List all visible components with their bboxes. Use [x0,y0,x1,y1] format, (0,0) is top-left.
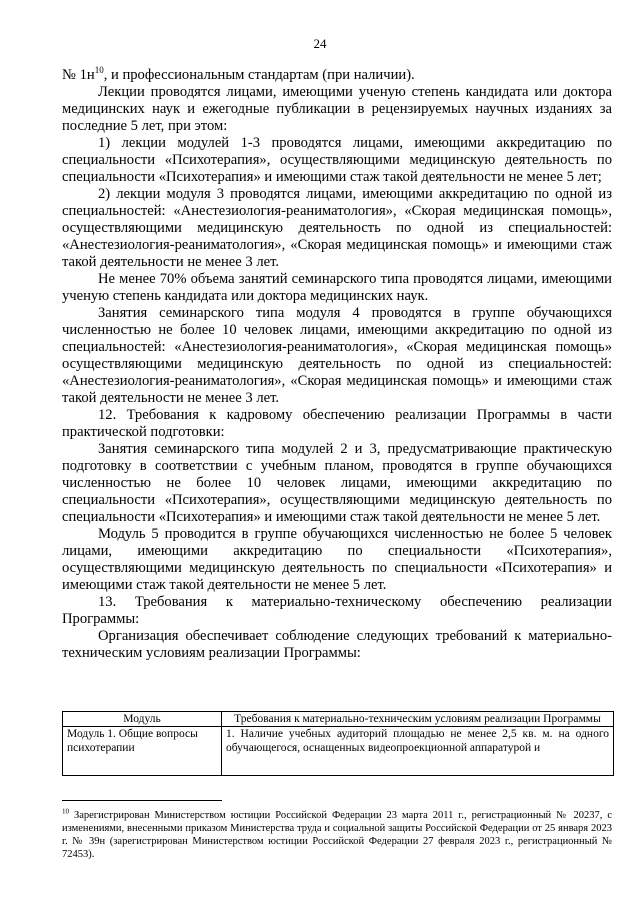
paragraph-continuation [62,67,612,84]
body-text [62,67,612,662]
table-row [63,727,614,776]
paragraph-module-4: Занятия семинарского типа модуля 4 проводятся в группе обучающихся численностью не более 10 человек лицами, имеющими аккредитацию по одной из специальностей: «Анестезиология-реаниматология», «Скорая медицинская помощь» осуществляющими медицинскую деятельность по одной из специальностей: «Анестезиология-реаниматология», «Скорая медицинская помощь» и имеющими стаж такой деятельности не менее 3 лет. [62,305,612,406]
requirements-table [62,711,614,776]
page-number: 24 [313,36,327,51]
footnote-mark: 10 [62,807,69,816]
table-header-row [63,712,614,727]
paragraph-organization: Организация обеспечивает соблюдение следующих требований к материально-техническим условиям реализации Программы: [62,628,612,661]
paragraph-seminar-share: Не менее 70% объема занятий семинарского типа проводятся лицами, имеющими ученую степень кандидата или доктора медицинских наук. [62,271,612,304]
footnote [62,809,612,861]
column-header-requirements: Требования к материально-техническим условиям реализации Программы [222,712,614,727]
footnote-separator [62,800,222,801]
paragraph-lectures-item-2: 2) лекции модуля 3 проводятся лицами, имеющими аккредитацию по одной из специальностей: «Анестезиология-реаниматология», «Скорая медицинская помощь», осуществляющими медицинскую деятельность по одной из специальностей: «Анестезиология-реаниматология», «Скорая медицинская помощь» и имеющими стаж такой деятельности не менее 3 лет. [62,186,612,270]
paragraph-text: , и профессиональным стандартам (при наличии). [103,67,415,83]
table-cell-requirements: 1. Наличие учебных аудиторий площадью не менее 2,5 кв. м. на одного обучающегося, оснащенных видеопроекционной аппаратурой и [222,727,614,776]
table-cell-module: Модуль 1. Общие вопросы психотерапии [63,727,222,776]
section-12-heading: 12. Требования к кадровому обеспечению реализации Программы в части практической подготовки: [62,407,612,440]
paragraph-module-5: Модуль 5 проводится в группе обучающихся численностью не более 5 человек лицами, имеющими аккредитацию по специальности «Психотерапия», осуществляющими медицинскую деятельность по специальности «Психотерапия» и имеющими стаж такой деятельности не менее 5 лет. [62,526,612,593]
order-number: № 1н [62,67,95,83]
paragraph-lectures-item-1: 1) лекции модулей 1-3 проводятся лицами, имеющими аккредитацию по специальности «Психотерапия», осуществляющими медицинскую деятельность по специальности «Психотерапия» и имеющими стаж такой деятельности не менее 5 лет; [62,135,612,185]
column-header-module: Модуль [63,712,222,727]
section-13-heading: 13. Требования к материально-техническому обеспечению реализации Программы: [62,594,612,627]
footnote-ref: 10 [94,65,104,76]
paragraph-modules-2-3: Занятия семинарского типа модулей 2 и 3, предусматривающие практическую подготовку в соответствии с учебным планом, проводятся в группе обучающихся численностью не более 10 человек лицами, имеющими аккредитацию по специальности «Психотерапия», осуществляющими медицинскую деятельность по специальности «Психотерапия» и имеющими стаж такой деятельности не менее 5 лет. [62,441,612,525]
footnote-text: Зарегистрирован Министерством юстиции Российской Федерации 23 марта 2011 г., регистрационный № 20237, с изменениями, внесенными приказом Министерства труда и социальной защиты Российской Федерации от 25 января 2023 г. № 39н (зарегистрирован Министерством юстиции Российской Федерации 27 февраля 2023 г., регистрационный № 72453). [62,810,612,860]
paragraph-lectures: Лекции проводятся лицами, имеющими ученую степень кандидата или доктора медицинских наук и ежегодные публикации в рецензируемых научных изданиях за последние 5 лет, при этом: [62,84,612,134]
